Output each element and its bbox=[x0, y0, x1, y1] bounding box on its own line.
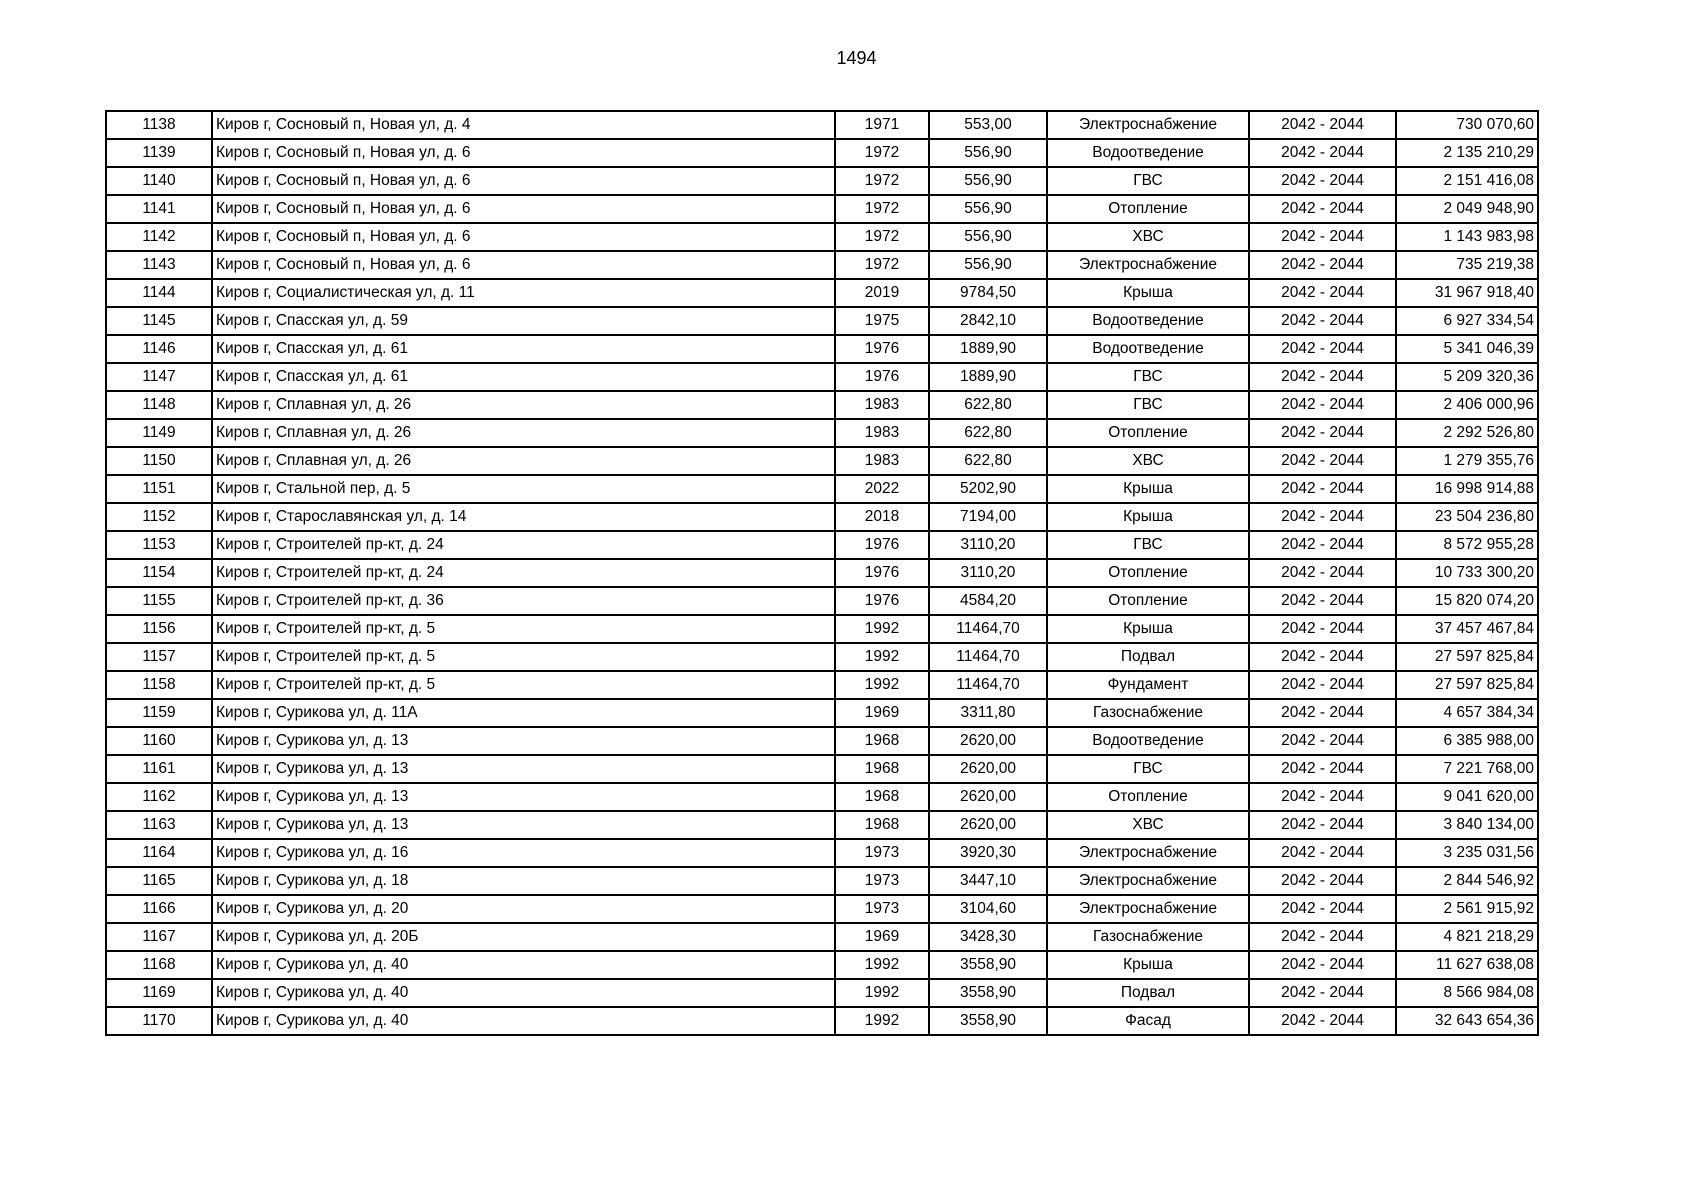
cell-address: Киров г, Сурикова ул, д. 20 bbox=[212, 895, 835, 923]
cell-work-type: Отопление bbox=[1047, 559, 1249, 587]
cell-area: 2620,00 bbox=[929, 811, 1047, 839]
cell-number: 1166 bbox=[106, 895, 212, 923]
cell-cost: 10 733 300,20 bbox=[1396, 559, 1538, 587]
cell-area: 3110,20 bbox=[929, 531, 1047, 559]
cell-address: Киров г, Сурикова ул, д. 11А bbox=[212, 699, 835, 727]
cell-period: 2042 - 2044 bbox=[1249, 251, 1396, 279]
table-row bbox=[106, 587, 1538, 615]
cell-number: 1168 bbox=[106, 951, 212, 979]
cell-year: 1983 bbox=[835, 391, 929, 419]
cell-address: Киров г, Сосновый п, Новая ул, д. 6 bbox=[212, 139, 835, 167]
cell-work-type: Электроснабжение bbox=[1047, 251, 1249, 279]
cell-address: Киров г, Спасская ул, д. 59 bbox=[212, 307, 835, 335]
cell-area: 5202,90 bbox=[929, 475, 1047, 503]
cell-area: 2620,00 bbox=[929, 755, 1047, 783]
cell-number: 1149 bbox=[106, 419, 212, 447]
cell-work-type: Водоотведение bbox=[1047, 139, 1249, 167]
page-number: 1494 bbox=[836, 48, 877, 68]
cell-number: 1167 bbox=[106, 923, 212, 951]
cell-address: Киров г, Сурикова ул, д. 16 bbox=[212, 839, 835, 867]
cell-work-type: Крыша bbox=[1047, 503, 1249, 531]
cell-year: 1972 bbox=[835, 167, 929, 195]
table-row bbox=[106, 419, 1538, 447]
cell-period: 2042 - 2044 bbox=[1249, 559, 1396, 587]
cell-area: 3558,90 bbox=[929, 1007, 1047, 1035]
cell-cost: 2 292 526,80 bbox=[1396, 419, 1538, 447]
cell-work-type: Крыша bbox=[1047, 475, 1249, 503]
cell-number: 1141 bbox=[106, 195, 212, 223]
cell-year: 1968 bbox=[835, 755, 929, 783]
cell-work-type: ГВС bbox=[1047, 531, 1249, 559]
cell-address: Киров г, Сурикова ул, д. 18 bbox=[212, 867, 835, 895]
cell-period: 2042 - 2044 bbox=[1249, 419, 1396, 447]
cell-address: Киров г, Социалистическая ул, д. 11 bbox=[212, 279, 835, 307]
cell-year: 1968 bbox=[835, 811, 929, 839]
cell-area: 9784,50 bbox=[929, 279, 1047, 307]
cell-area: 1889,90 bbox=[929, 335, 1047, 363]
cell-address: Киров г, Сурикова ул, д. 13 bbox=[212, 783, 835, 811]
cell-number: 1165 bbox=[106, 867, 212, 895]
cell-address: Киров г, Сурикова ул, д. 13 bbox=[212, 755, 835, 783]
cell-work-type: Фасад bbox=[1047, 1007, 1249, 1035]
cell-cost: 3 840 134,00 bbox=[1396, 811, 1538, 839]
cell-work-type: Отопление bbox=[1047, 419, 1249, 447]
cell-period: 2042 - 2044 bbox=[1249, 615, 1396, 643]
cell-period: 2042 - 2044 bbox=[1249, 671, 1396, 699]
cell-period: 2042 - 2044 bbox=[1249, 1007, 1396, 1035]
cell-cost: 2 561 915,92 bbox=[1396, 895, 1538, 923]
cell-work-type: ХВС bbox=[1047, 447, 1249, 475]
table-row bbox=[106, 615, 1538, 643]
cell-work-type: Отопление bbox=[1047, 587, 1249, 615]
cell-cost: 730 070,60 bbox=[1396, 111, 1538, 139]
cell-work-type: Отопление bbox=[1047, 195, 1249, 223]
cell-number: 1170 bbox=[106, 1007, 212, 1035]
cell-cost: 2 049 948,90 bbox=[1396, 195, 1538, 223]
cell-work-type: Электроснабжение bbox=[1047, 867, 1249, 895]
cell-year: 1972 bbox=[835, 139, 929, 167]
cell-cost: 3 235 031,56 bbox=[1396, 839, 1538, 867]
cell-address: Киров г, Сплавная ул, д. 26 bbox=[212, 391, 835, 419]
cell-address: Киров г, Сосновый п, Новая ул, д. 4 bbox=[212, 111, 835, 139]
table-row bbox=[106, 279, 1538, 307]
cell-period: 2042 - 2044 bbox=[1249, 979, 1396, 1007]
cell-period: 2042 - 2044 bbox=[1249, 951, 1396, 979]
cell-year: 1992 bbox=[835, 615, 929, 643]
cell-period: 2042 - 2044 bbox=[1249, 811, 1396, 839]
cell-work-type: Крыша bbox=[1047, 951, 1249, 979]
cell-period: 2042 - 2044 bbox=[1249, 839, 1396, 867]
cell-period: 2042 - 2044 bbox=[1249, 699, 1396, 727]
cell-work-type: Отопление bbox=[1047, 783, 1249, 811]
cell-period: 2042 - 2044 bbox=[1249, 727, 1396, 755]
cell-period: 2042 - 2044 bbox=[1249, 223, 1396, 251]
cell-period: 2042 - 2044 bbox=[1249, 923, 1396, 951]
cell-work-type: ГВС bbox=[1047, 167, 1249, 195]
cell-area: 3428,30 bbox=[929, 923, 1047, 951]
table-row bbox=[106, 923, 1538, 951]
cell-number: 1161 bbox=[106, 755, 212, 783]
cell-year: 1972 bbox=[835, 251, 929, 279]
table-container bbox=[105, 110, 1539, 1036]
cell-cost: 7 221 768,00 bbox=[1396, 755, 1538, 783]
cell-year: 1983 bbox=[835, 447, 929, 475]
cell-address: Киров г, Сосновый п, Новая ул, д. 6 bbox=[212, 251, 835, 279]
cell-area: 2620,00 bbox=[929, 727, 1047, 755]
data-table bbox=[105, 110, 1539, 1036]
cell-period: 2042 - 2044 bbox=[1249, 111, 1396, 139]
cell-work-type: ГВС bbox=[1047, 755, 1249, 783]
cell-number: 1154 bbox=[106, 559, 212, 587]
cell-address: Киров г, Сурикова ул, д. 40 bbox=[212, 951, 835, 979]
cell-area: 1889,90 bbox=[929, 363, 1047, 391]
cell-address: Киров г, Строителей пр-кт, д. 5 bbox=[212, 643, 835, 671]
cell-number: 1142 bbox=[106, 223, 212, 251]
cell-period: 2042 - 2044 bbox=[1249, 755, 1396, 783]
cell-area: 622,80 bbox=[929, 419, 1047, 447]
cell-number: 1140 bbox=[106, 167, 212, 195]
cell-number: 1169 bbox=[106, 979, 212, 1007]
cell-cost: 27 597 825,84 bbox=[1396, 671, 1538, 699]
cell-work-type: Крыша bbox=[1047, 615, 1249, 643]
cell-work-type: ГВС bbox=[1047, 363, 1249, 391]
cell-area: 556,90 bbox=[929, 251, 1047, 279]
table-row bbox=[106, 363, 1538, 391]
cell-year: 1976 bbox=[835, 363, 929, 391]
cell-area: 3920,30 bbox=[929, 839, 1047, 867]
cell-work-type: Газоснабжение bbox=[1047, 699, 1249, 727]
cell-area: 556,90 bbox=[929, 195, 1047, 223]
cell-number: 1163 bbox=[106, 811, 212, 839]
cell-year: 1973 bbox=[835, 839, 929, 867]
cell-area: 3104,60 bbox=[929, 895, 1047, 923]
cell-number: 1164 bbox=[106, 839, 212, 867]
cell-work-type: Водоотведение bbox=[1047, 307, 1249, 335]
cell-period: 2042 - 2044 bbox=[1249, 363, 1396, 391]
cell-cost: 8 572 955,28 bbox=[1396, 531, 1538, 559]
cell-area: 11464,70 bbox=[929, 671, 1047, 699]
table-row bbox=[106, 699, 1538, 727]
cell-address: Киров г, Строителей пр-кт, д. 24 bbox=[212, 559, 835, 587]
cell-address: Киров г, Строителей пр-кт, д. 24 bbox=[212, 531, 835, 559]
cell-year: 1968 bbox=[835, 783, 929, 811]
cell-cost: 2 406 000,96 bbox=[1396, 391, 1538, 419]
cell-address: Киров г, Сурикова ул, д. 20Б bbox=[212, 923, 835, 951]
table-row bbox=[106, 139, 1538, 167]
cell-cost: 27 597 825,84 bbox=[1396, 643, 1538, 671]
cell-work-type: Фундамент bbox=[1047, 671, 1249, 699]
table-row bbox=[106, 671, 1538, 699]
cell-number: 1146 bbox=[106, 335, 212, 363]
cell-cost: 2 135 210,29 bbox=[1396, 139, 1538, 167]
cell-number: 1160 bbox=[106, 727, 212, 755]
cell-number: 1156 bbox=[106, 615, 212, 643]
cell-number: 1139 bbox=[106, 139, 212, 167]
cell-area: 556,90 bbox=[929, 223, 1047, 251]
cell-year: 1992 bbox=[835, 951, 929, 979]
cell-year: 1972 bbox=[835, 195, 929, 223]
cell-period: 2042 - 2044 bbox=[1249, 335, 1396, 363]
cell-year: 1971 bbox=[835, 111, 929, 139]
table-row bbox=[106, 867, 1538, 895]
table-row bbox=[106, 839, 1538, 867]
table-row bbox=[106, 475, 1538, 503]
cell-address: Киров г, Спасская ул, д. 61 bbox=[212, 363, 835, 391]
cell-period: 2042 - 2044 bbox=[1249, 895, 1396, 923]
cell-year: 1976 bbox=[835, 587, 929, 615]
table-row bbox=[106, 783, 1538, 811]
cell-number: 1162 bbox=[106, 783, 212, 811]
cell-cost: 1 279 355,76 bbox=[1396, 447, 1538, 475]
table-row bbox=[106, 307, 1538, 335]
cell-cost: 4 821 218,29 bbox=[1396, 923, 1538, 951]
cell-number: 1153 bbox=[106, 531, 212, 559]
table-row bbox=[106, 111, 1538, 139]
cell-year: 1992 bbox=[835, 643, 929, 671]
cell-cost: 2 844 546,92 bbox=[1396, 867, 1538, 895]
cell-address: Киров г, Сурикова ул, д. 13 bbox=[212, 811, 835, 839]
table-row bbox=[106, 1007, 1538, 1035]
table-row bbox=[106, 391, 1538, 419]
cell-area: 2842,10 bbox=[929, 307, 1047, 335]
cell-year: 1992 bbox=[835, 671, 929, 699]
cell-year: 1992 bbox=[835, 979, 929, 1007]
cell-address: Киров г, Старославянская ул, д. 14 bbox=[212, 503, 835, 531]
cell-area: 3110,20 bbox=[929, 559, 1047, 587]
cell-number: 1143 bbox=[106, 251, 212, 279]
cell-period: 2042 - 2044 bbox=[1249, 531, 1396, 559]
table-row bbox=[106, 559, 1538, 587]
table-row bbox=[106, 643, 1538, 671]
cell-cost: 5 209 320,36 bbox=[1396, 363, 1538, 391]
cell-number: 1147 bbox=[106, 363, 212, 391]
cell-cost: 32 643 654,36 bbox=[1396, 1007, 1538, 1035]
table-row bbox=[106, 895, 1538, 923]
cell-period: 2042 - 2044 bbox=[1249, 167, 1396, 195]
cell-address: Киров г, Сосновый п, Новая ул, д. 6 bbox=[212, 223, 835, 251]
cell-year: 1972 bbox=[835, 223, 929, 251]
cell-cost: 15 820 074,20 bbox=[1396, 587, 1538, 615]
cell-number: 1145 bbox=[106, 307, 212, 335]
table-row bbox=[106, 951, 1538, 979]
table-row bbox=[106, 195, 1538, 223]
cell-number: 1157 bbox=[106, 643, 212, 671]
cell-area: 11464,70 bbox=[929, 643, 1047, 671]
cell-number: 1151 bbox=[106, 475, 212, 503]
cell-period: 2042 - 2044 bbox=[1249, 279, 1396, 307]
cell-area: 11464,70 bbox=[929, 615, 1047, 643]
cell-area: 7194,00 bbox=[929, 503, 1047, 531]
cell-year: 1968 bbox=[835, 727, 929, 755]
cell-work-type: Водоотведение bbox=[1047, 335, 1249, 363]
cell-address: Киров г, Спасская ул, д. 61 bbox=[212, 335, 835, 363]
table-row bbox=[106, 447, 1538, 475]
cell-number: 1144 bbox=[106, 279, 212, 307]
cell-year: 1969 bbox=[835, 923, 929, 951]
cell-period: 2042 - 2044 bbox=[1249, 783, 1396, 811]
cell-number: 1148 bbox=[106, 391, 212, 419]
cell-year: 1973 bbox=[835, 895, 929, 923]
cell-address: Киров г, Строителей пр-кт, д. 5 bbox=[212, 615, 835, 643]
cell-cost: 23 504 236,80 bbox=[1396, 503, 1538, 531]
cell-year: 2022 bbox=[835, 475, 929, 503]
cell-area: 556,90 bbox=[929, 139, 1047, 167]
cell-work-type: Подвал bbox=[1047, 979, 1249, 1007]
cell-cost: 9 041 620,00 bbox=[1396, 783, 1538, 811]
table-row bbox=[106, 223, 1538, 251]
cell-period: 2042 - 2044 bbox=[1249, 447, 1396, 475]
cell-year: 1976 bbox=[835, 335, 929, 363]
cell-cost: 31 967 918,40 bbox=[1396, 279, 1538, 307]
cell-cost: 6 385 988,00 bbox=[1396, 727, 1538, 755]
cell-cost: 37 457 467,84 bbox=[1396, 615, 1538, 643]
cell-year: 1976 bbox=[835, 559, 929, 587]
table-row bbox=[106, 727, 1538, 755]
table-row bbox=[106, 503, 1538, 531]
cell-cost: 1 143 983,98 bbox=[1396, 223, 1538, 251]
cell-area: 553,00 bbox=[929, 111, 1047, 139]
cell-work-type: Электроснабжение bbox=[1047, 839, 1249, 867]
cell-work-type: Водоотведение bbox=[1047, 727, 1249, 755]
table-row bbox=[106, 531, 1538, 559]
cell-period: 2042 - 2044 bbox=[1249, 587, 1396, 615]
cell-cost: 2 151 416,08 bbox=[1396, 167, 1538, 195]
cell-work-type: ХВС bbox=[1047, 223, 1249, 251]
cell-work-type: Газоснабжение bbox=[1047, 923, 1249, 951]
table-row bbox=[106, 811, 1538, 839]
cell-period: 2042 - 2044 bbox=[1249, 307, 1396, 335]
cell-work-type: Электроснабжение bbox=[1047, 895, 1249, 923]
cell-cost: 16 998 914,88 bbox=[1396, 475, 1538, 503]
cell-work-type: ГВС bbox=[1047, 391, 1249, 419]
cell-number: 1159 bbox=[106, 699, 212, 727]
cell-cost: 4 657 384,34 bbox=[1396, 699, 1538, 727]
cell-year: 1992 bbox=[835, 1007, 929, 1035]
cell-cost: 6 927 334,54 bbox=[1396, 307, 1538, 335]
cell-address: Киров г, Строителей пр-кт, д. 36 bbox=[212, 587, 835, 615]
cell-address: Киров г, Сурикова ул, д. 40 bbox=[212, 1007, 835, 1035]
table-row bbox=[106, 167, 1538, 195]
cell-year: 1969 bbox=[835, 699, 929, 727]
cell-address: Киров г, Стальной пер, д. 5 bbox=[212, 475, 835, 503]
table-row bbox=[106, 755, 1538, 783]
cell-area: 3311,80 bbox=[929, 699, 1047, 727]
cell-year: 1983 bbox=[835, 419, 929, 447]
cell-address: Киров г, Сплавная ул, д. 26 bbox=[212, 447, 835, 475]
cell-area: 2620,00 bbox=[929, 783, 1047, 811]
cell-period: 2042 - 2044 bbox=[1249, 475, 1396, 503]
cell-year: 2019 bbox=[835, 279, 929, 307]
cell-area: 4584,20 bbox=[929, 587, 1047, 615]
table-row bbox=[106, 335, 1538, 363]
cell-period: 2042 - 2044 bbox=[1249, 139, 1396, 167]
cell-address: Киров г, Сурикова ул, д. 13 bbox=[212, 727, 835, 755]
table-row bbox=[106, 251, 1538, 279]
cell-address: Киров г, Сосновый п, Новая ул, д. 6 bbox=[212, 195, 835, 223]
cell-number: 1158 bbox=[106, 671, 212, 699]
cell-address: Киров г, Сурикова ул, д. 40 bbox=[212, 979, 835, 1007]
cell-number: 1138 bbox=[106, 111, 212, 139]
cell-cost: 11 627 638,08 bbox=[1396, 951, 1538, 979]
cell-area: 3558,90 bbox=[929, 951, 1047, 979]
cell-area: 556,90 bbox=[929, 167, 1047, 195]
cell-number: 1150 bbox=[106, 447, 212, 475]
cell-work-type: ХВС bbox=[1047, 811, 1249, 839]
cell-work-type: Электроснабжение bbox=[1047, 111, 1249, 139]
cell-period: 2042 - 2044 bbox=[1249, 391, 1396, 419]
cell-number: 1155 bbox=[106, 587, 212, 615]
cell-period: 2042 - 2044 bbox=[1249, 643, 1396, 671]
cell-work-type: Подвал bbox=[1047, 643, 1249, 671]
cell-period: 2042 - 2044 bbox=[1249, 195, 1396, 223]
cell-area: 3447,10 bbox=[929, 867, 1047, 895]
cell-cost: 735 219,38 bbox=[1396, 251, 1538, 279]
cell-period: 2042 - 2044 bbox=[1249, 503, 1396, 531]
cell-number: 1152 bbox=[106, 503, 212, 531]
table-row bbox=[106, 979, 1538, 1007]
cell-year: 1976 bbox=[835, 531, 929, 559]
cell-year: 1975 bbox=[835, 307, 929, 335]
cell-year: 2018 bbox=[835, 503, 929, 531]
cell-area: 622,80 bbox=[929, 391, 1047, 419]
cell-work-type: Крыша bbox=[1047, 279, 1249, 307]
cell-period: 2042 - 2044 bbox=[1249, 867, 1396, 895]
cell-cost: 5 341 046,39 bbox=[1396, 335, 1538, 363]
cell-address: Киров г, Строителей пр-кт, д. 5 bbox=[212, 671, 835, 699]
cell-area: 622,80 bbox=[929, 447, 1047, 475]
table-body bbox=[106, 111, 1538, 1035]
cell-address: Киров г, Сплавная ул, д. 26 bbox=[212, 419, 835, 447]
cell-cost: 8 566 984,08 bbox=[1396, 979, 1538, 1007]
cell-year: 1973 bbox=[835, 867, 929, 895]
cell-area: 3558,90 bbox=[929, 979, 1047, 1007]
cell-address: Киров г, Сосновый п, Новая ул, д. 6 bbox=[212, 167, 835, 195]
